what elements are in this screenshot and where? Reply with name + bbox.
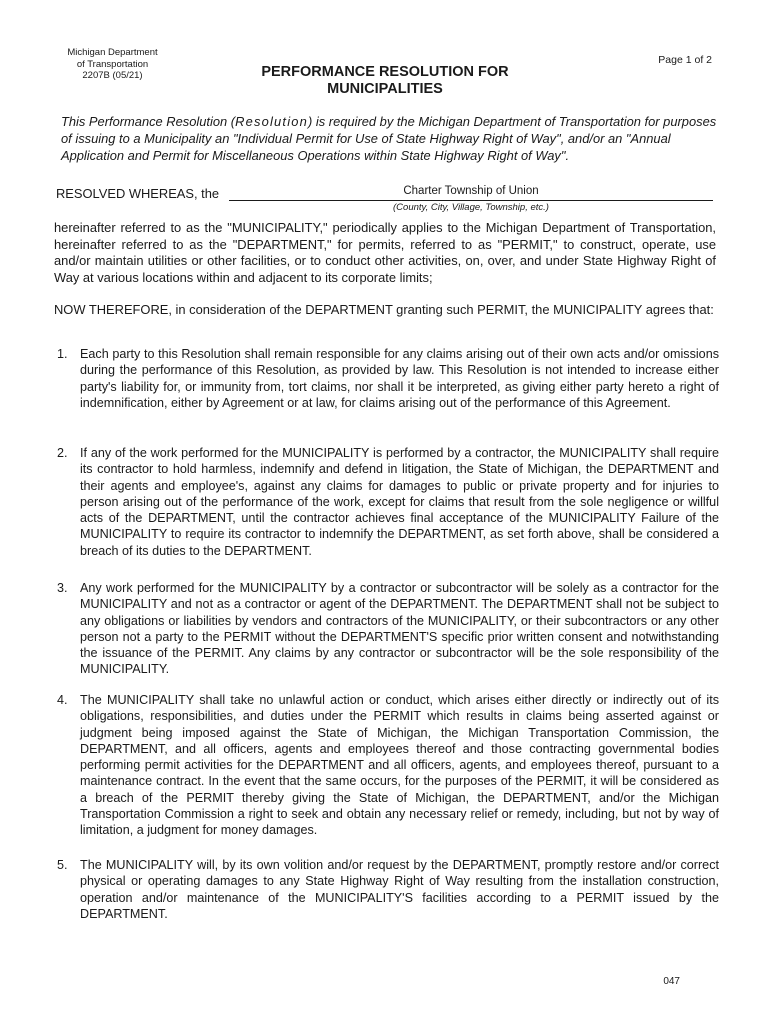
item-text: Any work performed for the MUNICIPALITY by a contractor or subcontractor will be solely as a contractor for the MUNICIPALITY and not as a contractor or agent of the DEPARTMENT. The DEPARTMENT shall not be subject to any obligations or liabilities by vendors and contractors of the MUNICIPALITY, or their subcontractors or any other person not a party to the PERMIT without the DEPARTMENT'S specific prior written consent and notwithstanding the issuance of the PERMIT. Any claims by any contractor or subcontractor will be the sole responsibility of the MUNICIPALITY.	[80, 581, 719, 677]
hereinafter-paragraph: hereinafter referred to as the "MUNICIPALITY," periodically applies to the Michigan Department of Transportation, hereinafter referred to as the "DEPARTMENT," for permits, referred to as "PERMIT," to construct, operate, use and/or maintain utilities or other facilities, or to conduct other activities, on, over, and under State Highway Right of Way at various locations within and adjacent to its corporate limits;	[54, 220, 716, 285]
municipality-caption: (County, City, Village, Township, etc.)	[393, 202, 549, 213]
item-number: 5.	[57, 858, 68, 872]
intro-post: ) is required by the Michigan Department of Transportation for purposes of issuing to a Municipality an "Individual Permit for Use of State Highway Right of Way", and/or an "Annual Application and Permit for Miscellaneous Operations within State Highway Right of Way".	[61, 114, 717, 163]
resolved-label: RESOLVED WHEREAS, the	[56, 186, 220, 201]
list-item	[57, 692, 719, 839]
intro-resolution-word: Resolution	[235, 114, 309, 129]
agency-block	[55, 47, 170, 82]
item-number: 1.	[57, 347, 68, 361]
item-number: 2.	[57, 446, 68, 460]
item-text: If any of the work performed for the MUNICIPALITY is performed by a contractor, the MUNICIPALITY shall require its contractor to hold harmless, indemnify and defend in litigation, the State of Michigan, the DEPARTMENT and their agents and employee's, against any claims for damages to public or private property and for injuries to person arising out of the performance of the work, except for claims that result from the sole negligence or willful acts of the DEPARTMENT, until the contractor achieves final acceptance of the MUNICIPALITY Failure of the MUNICIPALITY to require its contractor to indemnify the DEPARTMENT, as set forth above, shall be considered a breach of its duties to the DEPARTMENT.	[80, 446, 719, 558]
agency-name-line2: of Transportation	[76, 58, 149, 70]
footer-code: 047	[663, 976, 680, 987]
list-item	[57, 445, 719, 559]
now-therefore-paragraph: NOW THEREFORE, in consideration of the DEPARTMENT granting such PERMIT, the MUNICIPALITY agrees that:	[54, 302, 714, 317]
item-text: The MUNICIPALITY shall take no unlawful action or conduct, which arises either directly or indirectly out of its obligations, responsibilities, and duties under the PERMIT which results in claims being asserted against or judgment being imposed against the State of Michigan, the Michigan Transportation Commission, the DEPARTMENT, and all officers, agents and employees thereof and those contracting governmental bodies performing permit activities for the DEPARTMENT and all officers, agents, and employees thereof, pursuant to a maintenance contract. In the event that the same occurs, for the purposes of the PERMIT, it will be considered as a breach of the PERMIT thereby giving the State of Michigan, the DEPARTMENT, and/or the Michigan Transportation Commission a right to seek and obtain any necessary relief or remedy, including, but not by way of limitation, a judgment for money damages.	[80, 693, 719, 838]
item-number: 3.	[57, 581, 68, 595]
intro-pre: This Performance Resolution (	[61, 114, 236, 129]
title-line2: MUNICIPALITIES	[327, 81, 443, 97]
agency-name-line1: Michigan Department	[67, 47, 158, 58]
item-text: Each party to this Resolution shall remain responsible for any claims arising out of their own acts and/or omissions during the performance of this Resolution, as provided by law. This Resolution is not intended to increase either party's liability for, or immunity from, tort claims, nor shall it be interpreted, as giving either party hereto a right of indemnification, either by Agreement or at law, for claims arising out of the performance of this Agreement.	[80, 347, 719, 410]
municipality-field[interactable]	[229, 183, 713, 201]
title-line1: PERFORMANCE RESOLUTION FOR	[261, 64, 509, 80]
item-number: 4.	[57, 693, 68, 707]
page-number: Page 1 of 2	[658, 54, 712, 66]
page-title	[230, 64, 540, 98]
list-item	[57, 346, 719, 411]
list-item	[57, 580, 719, 678]
form-code: 2207B (05/21)	[82, 70, 143, 81]
item-text: The MUNICIPALITY will, by its own volition and/or request by the DEPARTMENT, promptly restore and/or correct physical or operating damages to any State Highway Right of Way resulting from the installation construction, operation and/or maintenance of the MUNICIPALITY'S facilities according to a PERMIT issued by the DEPARTMENT.	[80, 858, 719, 921]
intro-paragraph	[61, 113, 718, 164]
list-item	[57, 857, 719, 922]
municipality-value: Charter Township of Union	[403, 185, 539, 197]
